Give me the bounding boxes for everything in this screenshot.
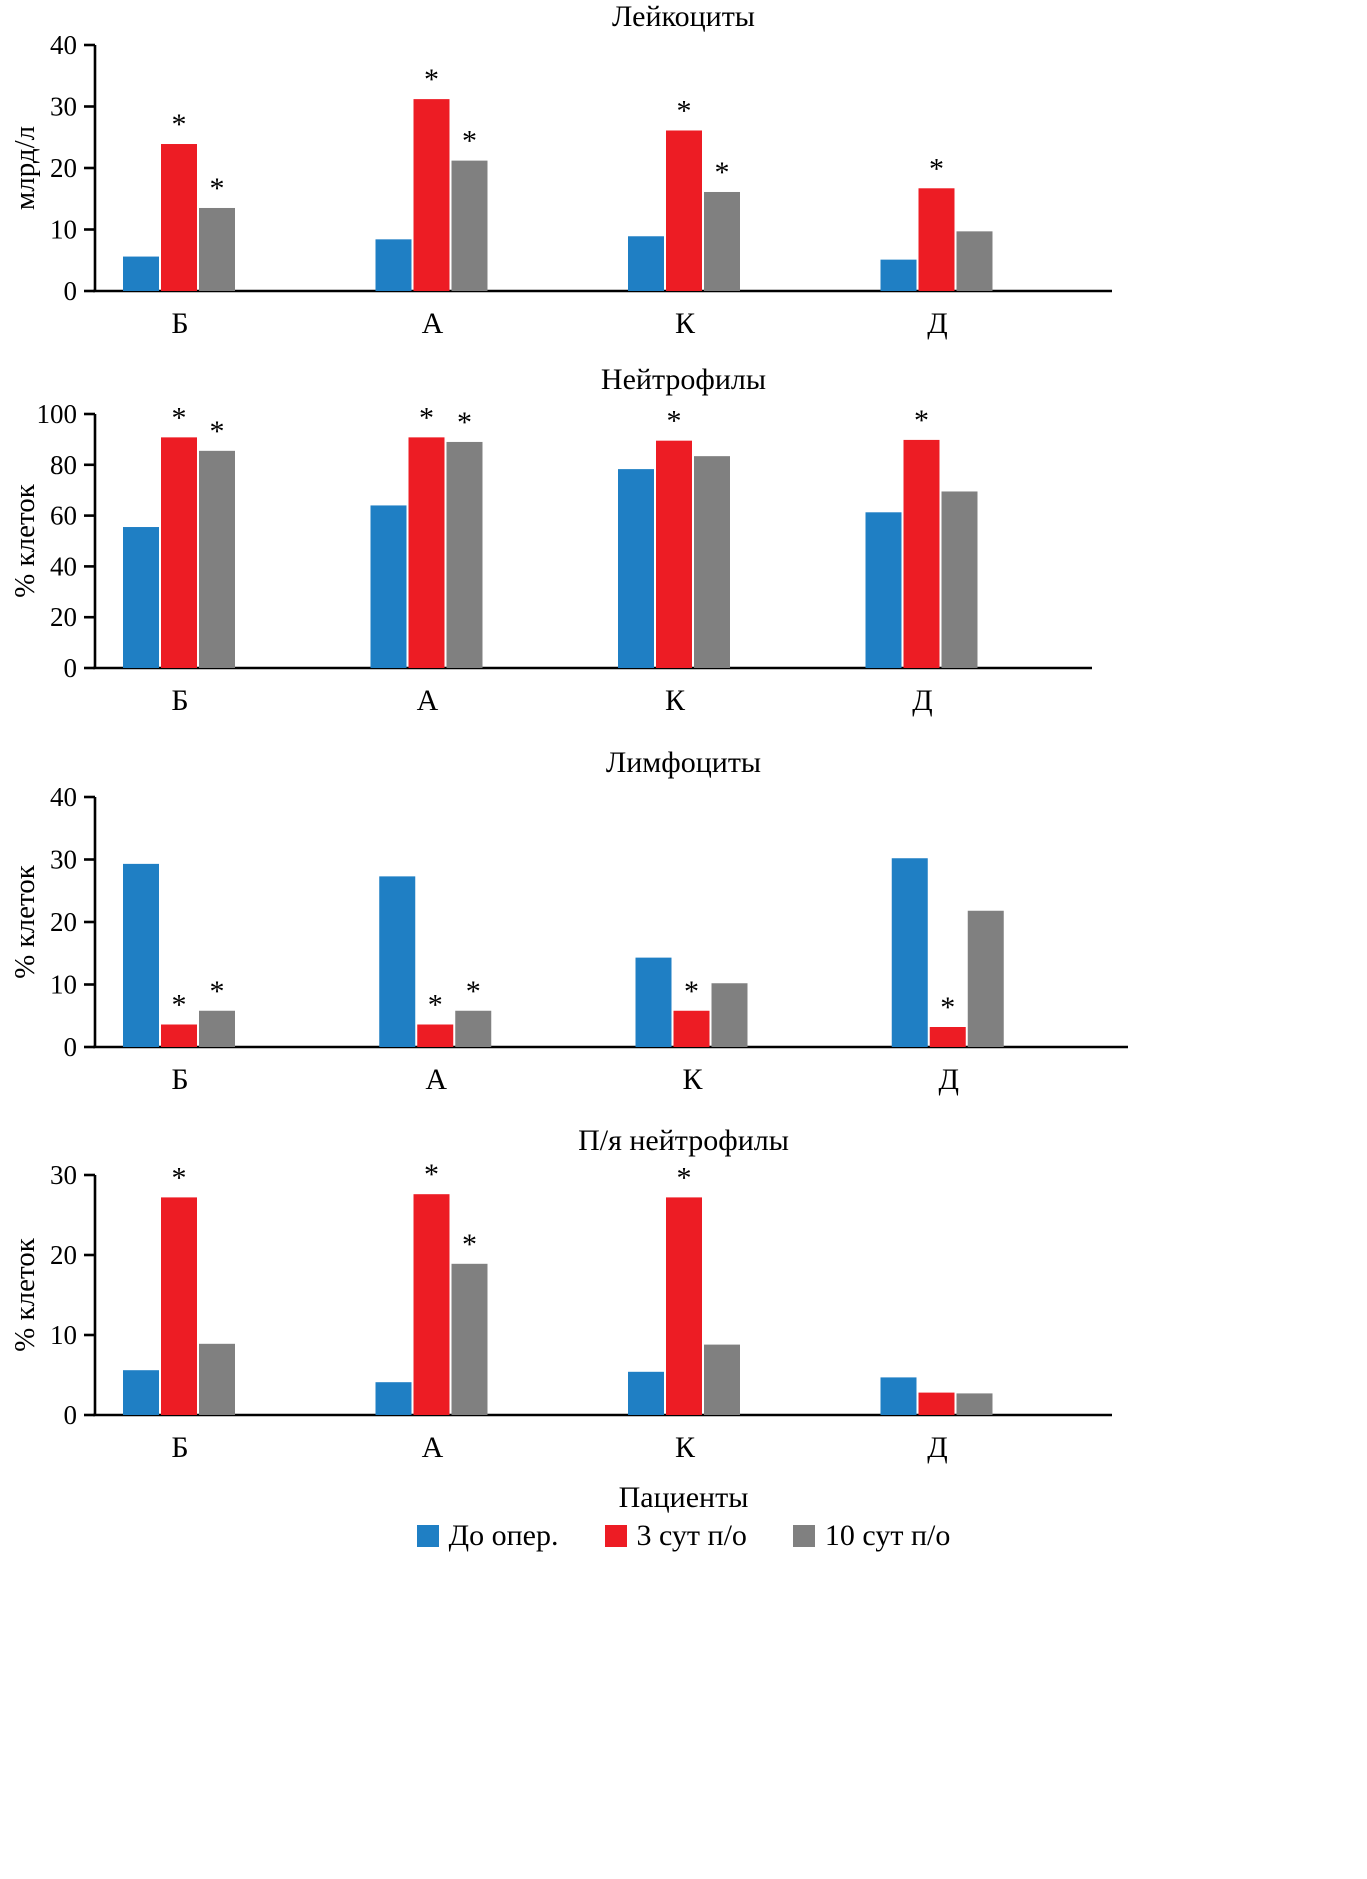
- bar: [968, 911, 1004, 1047]
- y-tick-label: 10: [50, 1320, 77, 1350]
- bar: [123, 864, 159, 1047]
- significance-star: *: [424, 1158, 439, 1192]
- bar: [666, 1197, 702, 1415]
- category-label: Д: [927, 1431, 948, 1464]
- bar: [618, 469, 654, 668]
- bar: [199, 208, 235, 291]
- bar: [161, 437, 197, 668]
- significance-star: *: [684, 974, 699, 1008]
- y-tick-label: 0: [63, 653, 77, 683]
- category-label: Д: [912, 684, 933, 717]
- category-label: А: [416, 684, 439, 717]
- y-axis-label: млрд/л: [9, 125, 41, 211]
- significance-star: *: [929, 152, 944, 186]
- chart-svg-neutrophils: [0, 396, 1367, 746]
- bar: [712, 983, 748, 1047]
- bar: [371, 505, 407, 668]
- bar: [656, 441, 692, 668]
- y-tick-label: 30: [50, 1160, 77, 1190]
- bar: [452, 1264, 488, 1415]
- significance-star: *: [424, 63, 439, 97]
- y-tick-label: 20: [50, 153, 77, 183]
- chart-title: Лимфоциты: [605, 746, 762, 779]
- legend-label-day10: 10 сут п/о: [824, 1519, 951, 1552]
- chart-legend: [0, 1519, 1367, 1553]
- plot-area-band-neutrophils: [0, 1157, 1367, 1487]
- category-label: К: [674, 307, 696, 340]
- y-tick-label: 30: [50, 844, 77, 875]
- bar: [704, 192, 740, 291]
- chart-title: П/я нейтрофилы: [578, 1124, 789, 1157]
- legend-item-preop: [417, 1519, 559, 1553]
- bar: [674, 1011, 710, 1047]
- y-tick-label: 0: [63, 276, 77, 306]
- category-label: Д: [927, 307, 948, 340]
- category-label: Д: [938, 1063, 959, 1096]
- bar: [666, 130, 702, 291]
- bar: [447, 442, 483, 668]
- bar: [866, 512, 902, 668]
- significance-star: *: [171, 108, 187, 142]
- category-label: К: [682, 1063, 703, 1096]
- chart-panel-lymphocytes: [0, 746, 1367, 1124]
- bar: [957, 231, 993, 291]
- category-label: Б: [171, 684, 189, 717]
- significance-star: *: [940, 991, 956, 1024]
- bar: [123, 527, 159, 668]
- bar: [417, 1025, 453, 1048]
- bar: [694, 456, 730, 668]
- significance-star: *: [209, 171, 225, 205]
- significance-star: *: [676, 1161, 692, 1195]
- chart-title: Лейкоциты: [612, 0, 755, 33]
- bar: [881, 1377, 917, 1415]
- chart-title: Нейтрофилы: [600, 363, 767, 396]
- bar: [376, 239, 412, 291]
- bar: [636, 958, 672, 1047]
- chart-svg-lymphocytes: [0, 779, 1367, 1124]
- significance-star: *: [171, 1161, 187, 1195]
- significance-star: *: [419, 401, 434, 435]
- bar: [199, 1011, 235, 1047]
- bar: [123, 257, 159, 291]
- legend-swatch-day10: [793, 1525, 815, 1547]
- category-label: А: [425, 1063, 448, 1096]
- significance-star: *: [676, 94, 692, 128]
- significance-star: *: [462, 124, 477, 158]
- bar: [892, 858, 928, 1047]
- significance-star: *: [427, 988, 443, 1022]
- category-label: К: [674, 1431, 696, 1464]
- y-tick-label: 40: [50, 33, 77, 60]
- chart-svg-band-neutrophils: [0, 1157, 1367, 1487]
- bar: [123, 1370, 159, 1415]
- category-label: А: [421, 307, 444, 340]
- significance-star: *: [209, 414, 225, 448]
- chart-panel-leukocytes: [0, 0, 1367, 363]
- bar: [930, 1027, 966, 1047]
- y-tick-label: 10: [50, 214, 77, 245]
- category-label: Б: [171, 1063, 189, 1096]
- bar: [452, 161, 488, 291]
- significance-star: *: [714, 155, 730, 189]
- bar: [942, 491, 978, 668]
- legend-label-day3: 3 сут п/о: [636, 1519, 747, 1552]
- bar: [704, 1345, 740, 1415]
- bar: [409, 437, 445, 668]
- y-tick-label: 80: [50, 449, 77, 480]
- y-tick-label: 100: [36, 399, 77, 429]
- plot-area-neutrophils: [0, 396, 1367, 746]
- legend-item-day10: [793, 1519, 950, 1553]
- significance-star: *: [462, 1227, 477, 1261]
- bar: [161, 144, 197, 291]
- significance-star: *: [171, 988, 187, 1022]
- y-axis-label: % клеток: [9, 484, 41, 598]
- legend-label-preop: До опер.: [448, 1519, 559, 1552]
- bar: [161, 1197, 197, 1415]
- significance-star: *: [209, 974, 225, 1008]
- chart-svg-leukocytes: [0, 33, 1367, 363]
- chart-panel-neutrophils: [0, 363, 1367, 746]
- bar: [628, 236, 664, 291]
- bar: [957, 1393, 993, 1415]
- y-tick-label: 0: [63, 1400, 77, 1430]
- plot-area-lymphocytes: [0, 779, 1367, 1124]
- legend-item-day3: [605, 1519, 747, 1553]
- category-label: К: [664, 684, 686, 717]
- chart-panel-band-neutrophils: [0, 1124, 1367, 1487]
- significance-star: *: [465, 974, 481, 1008]
- bar: [919, 1393, 955, 1415]
- bar: [881, 260, 917, 291]
- y-tick-label: 10: [50, 969, 77, 1000]
- significance-star: *: [457, 405, 472, 439]
- bar: [628, 1372, 664, 1415]
- x-axis-label: Пациенты: [618, 1481, 749, 1514]
- bar: [199, 1344, 235, 1415]
- category-label: Б: [171, 307, 189, 340]
- bar: [161, 1025, 197, 1048]
- bar: [199, 451, 235, 668]
- bar: [455, 1011, 491, 1047]
- y-tick-label: 20: [50, 907, 77, 937]
- category-label: Б: [171, 1431, 189, 1464]
- y-axis-label: % клеток: [9, 1238, 41, 1352]
- y-tick-label: 60: [50, 500, 77, 531]
- legend-swatch-day3: [605, 1525, 627, 1547]
- y-tick-label: 30: [50, 91, 77, 122]
- y-tick-label: 20: [50, 1240, 77, 1270]
- y-tick-label: 20: [50, 602, 77, 633]
- bar: [904, 440, 940, 668]
- category-label: А: [421, 1431, 444, 1464]
- significance-star: *: [171, 401, 187, 435]
- bar: [379, 876, 415, 1047]
- bar: [414, 99, 450, 291]
- legend-swatch-preop: [417, 1525, 439, 1547]
- bar: [414, 1194, 450, 1415]
- y-tick-label: 40: [50, 782, 77, 812]
- plot-area-leukocytes: [0, 33, 1367, 363]
- significance-star: *: [914, 403, 929, 437]
- bar: [376, 1382, 412, 1415]
- y-tick-label: 40: [50, 551, 77, 582]
- significance-star: *: [666, 404, 682, 438]
- y-axis-label: % клеток: [9, 865, 41, 979]
- bar: [919, 188, 955, 291]
- y-tick-label: 0: [63, 1032, 77, 1062]
